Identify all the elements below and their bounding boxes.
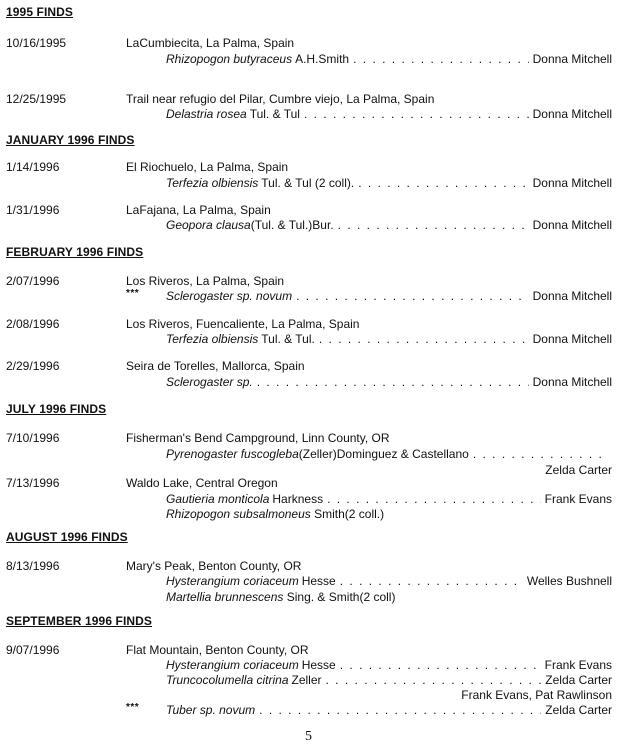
dot-leader bbox=[259, 703, 541, 717]
dot-leader bbox=[319, 332, 529, 346]
species-name: Pyrenogaster fuscogleba bbox=[166, 447, 299, 461]
find-species-line bbox=[166, 658, 612, 672]
find-species-line bbox=[166, 507, 384, 521]
collector-name: Zelda Carter bbox=[545, 463, 612, 477]
dot-leader bbox=[338, 218, 529, 232]
find-species-line bbox=[166, 218, 612, 232]
find-date: 2/07/1996 bbox=[6, 274, 60, 288]
collector-name: Donna Mitchell bbox=[532, 52, 612, 66]
find-location: Trail near refugio del Pilar, Cumbre viejo, La Palma, Spain bbox=[126, 92, 435, 106]
collector-name: Welles Bushnell bbox=[526, 574, 612, 588]
species-name: Sclerogaster sp. bbox=[166, 375, 253, 389]
find-species-line bbox=[166, 590, 395, 604]
species-author: Hesse bbox=[301, 574, 336, 588]
species-name: Rhizopogon butyraceus bbox=[166, 52, 293, 66]
page-number: 5 bbox=[305, 729, 312, 744]
section-heading-1995: 1995 FINDS bbox=[6, 5, 74, 19]
species-author: Harkness bbox=[272, 492, 324, 506]
collector-name: Donna Mitchell bbox=[532, 107, 612, 121]
collector-name: Frank Evans bbox=[544, 492, 612, 506]
find-location: Seira de Torelles, Mallorca, Spain bbox=[126, 359, 305, 373]
find-location: Fisherman's Bend Campground, Linn County, OR bbox=[126, 431, 390, 445]
dot-leader bbox=[257, 375, 529, 389]
dot-leader bbox=[353, 52, 529, 66]
dot-leader bbox=[327, 492, 541, 506]
dot-leader bbox=[473, 447, 608, 461]
dot-leader bbox=[358, 176, 528, 190]
find-date: 8/13/1996 bbox=[6, 559, 60, 573]
section-heading-february-1996: FEBRUARY 1996 FINDS bbox=[6, 245, 144, 259]
find-date: 7/13/1996 bbox=[6, 476, 60, 490]
find-date: 2/29/1996 bbox=[6, 359, 60, 373]
collector-name: Zelda Carter bbox=[545, 673, 612, 687]
section-heading-august-1996: AUGUST 1996 FINDS bbox=[6, 530, 128, 544]
species-author: Hesse bbox=[301, 658, 336, 672]
new-species-marker: *** bbox=[126, 702, 140, 713]
dot-leader bbox=[340, 658, 541, 672]
species-name: Sclerogaster sp. novum bbox=[166, 289, 293, 303]
species-name: Terfezia olbiensis bbox=[166, 332, 259, 346]
species-name: Geopora clausa bbox=[166, 218, 251, 232]
section-heading-september-1996: SEPTEMBER 1996 FINDS bbox=[6, 614, 153, 628]
species-author: Smith(2 coll.) bbox=[314, 507, 385, 521]
dot-leader bbox=[326, 673, 542, 687]
species-name: Hysterangium coriaceum bbox=[166, 574, 299, 588]
find-species-line bbox=[166, 375, 612, 389]
find-date: 1/14/1996 bbox=[6, 160, 60, 174]
find-species-line bbox=[166, 447, 612, 461]
species-author: (Tul. & Tul.)Bur. bbox=[250, 218, 334, 232]
dot-leader bbox=[340, 574, 523, 588]
section-heading-july-1996: JULY 1996 FINDS bbox=[6, 402, 107, 416]
collector-name: Donna Mitchell bbox=[532, 375, 612, 389]
find-species-line bbox=[166, 52, 612, 66]
collector-name: Donna Mitchell bbox=[532, 289, 612, 303]
species-author: Sing. & Smith(2 coll) bbox=[286, 590, 396, 604]
find-species-line bbox=[166, 703, 612, 717]
find-date: 12/25/1995 bbox=[6, 92, 67, 106]
find-location: LaFajana, La Palma, Spain bbox=[126, 203, 271, 217]
find-species-line bbox=[166, 673, 612, 687]
species-name: Tuber sp. novum bbox=[166, 703, 256, 717]
collector-name: Donna Mitchell bbox=[532, 176, 612, 190]
species-name: Rhizopogon subsalmoneus bbox=[166, 507, 311, 521]
find-species-line bbox=[166, 574, 612, 588]
find-location: Los Riveros, Fuencaliente, La Palma, Spain bbox=[126, 317, 360, 331]
collector-name: Zelda Carter bbox=[545, 703, 612, 717]
dot-leader bbox=[304, 107, 529, 121]
find-location: LaCumbiecita, La Palma, Spain bbox=[126, 36, 295, 50]
find-species-line bbox=[166, 332, 612, 346]
find-location: El Riochuelo, La Palma, Spain bbox=[126, 160, 289, 174]
species-name: Terfezia olbiensis bbox=[166, 176, 259, 190]
find-date: 1/31/1996 bbox=[6, 203, 60, 217]
collector-name: Donna Mitchell bbox=[532, 332, 612, 346]
species-name: Martellia brunnescens bbox=[166, 590, 284, 604]
species-author: Tul. & Tul bbox=[249, 107, 300, 121]
species-author: Tul. & Tul (2 coll). bbox=[261, 176, 355, 190]
find-date: 10/16/1995 bbox=[6, 36, 67, 50]
find-species-line bbox=[166, 289, 612, 303]
species-name: Hysterangium coriaceum bbox=[166, 658, 299, 672]
collector-name: Frank Evans bbox=[544, 658, 612, 672]
find-location: Los Riveros, La Palma, Spain bbox=[126, 274, 285, 288]
find-date: 2/08/1996 bbox=[6, 317, 60, 331]
species-author: (Zeller)Dominguez & Castellano bbox=[298, 447, 469, 461]
find-location: Waldo Lake, Central Oregon bbox=[126, 476, 278, 490]
species-name: Truncocolumella citrina bbox=[166, 673, 289, 687]
collector-name: Donna Mitchell bbox=[532, 218, 612, 232]
species-name: Gautieria monticola bbox=[166, 492, 270, 506]
find-location: Flat Mountain, Benton County, OR bbox=[126, 643, 309, 657]
find-date: 9/07/1996 bbox=[6, 643, 60, 657]
species-name: Delastria rosea bbox=[166, 107, 247, 121]
find-species-line bbox=[166, 176, 612, 190]
find-species-line bbox=[166, 107, 612, 121]
collector-name: Frank Evans, Pat Rawlinson bbox=[461, 688, 612, 702]
species-author: Zeller bbox=[291, 673, 322, 687]
find-location: Mary's Peak, Benton County, OR bbox=[126, 559, 302, 573]
dot-leader bbox=[296, 289, 529, 303]
species-author: A.H.Smith bbox=[295, 52, 350, 66]
species-author: Tul. & Tul. bbox=[261, 332, 315, 346]
find-species-line bbox=[166, 492, 612, 506]
section-heading-january-1996: JANUARY 1996 FINDS bbox=[6, 133, 135, 147]
find-date: 7/10/1996 bbox=[6, 431, 60, 445]
new-species-marker: *** bbox=[126, 288, 140, 299]
